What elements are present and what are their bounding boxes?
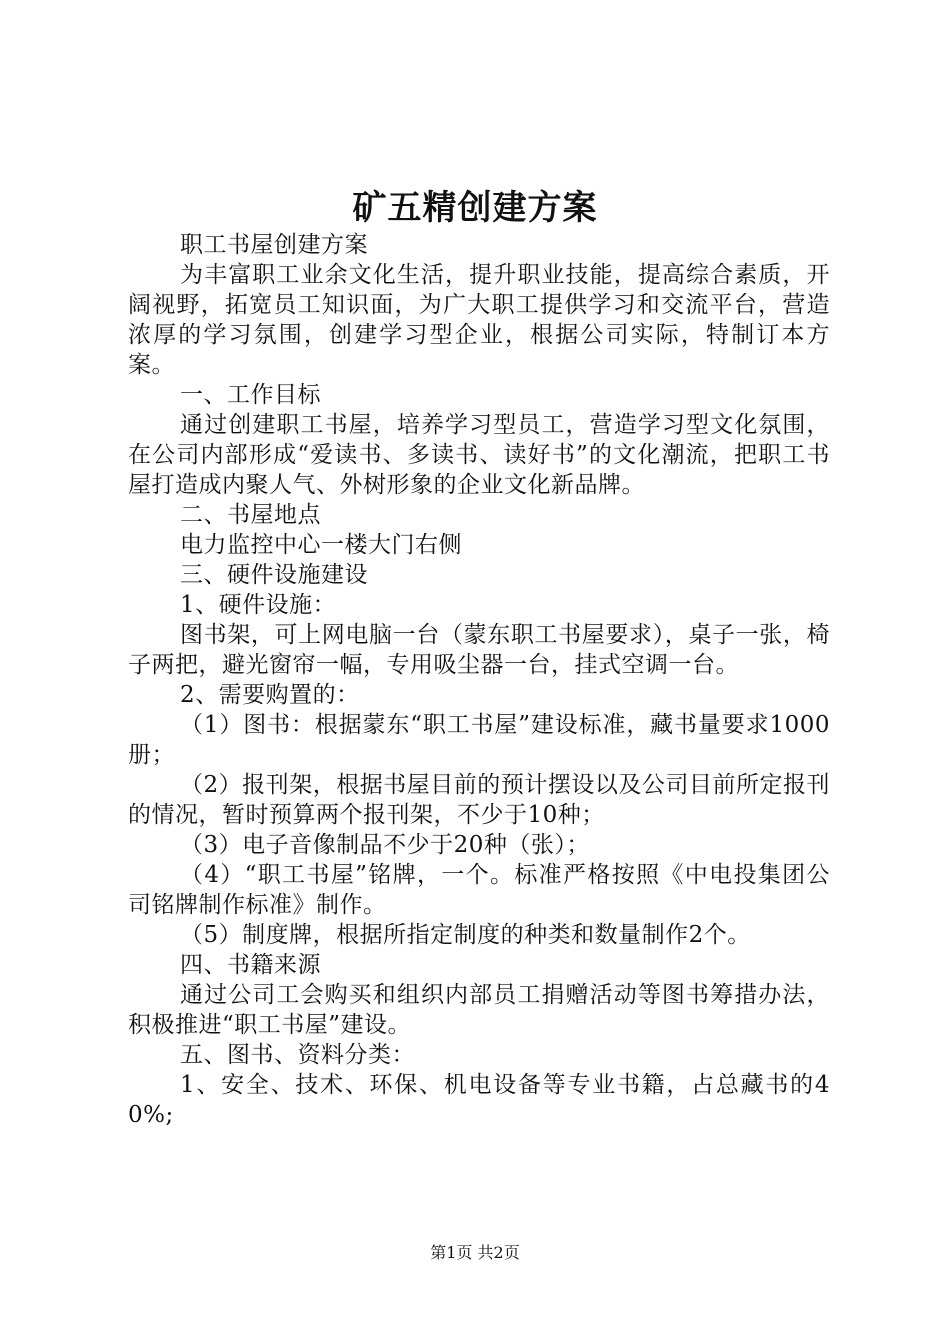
paragraph-book-sources: 通过公司工会购买和组织内部员工捐赠活动等图书筹措办法，积极推进“职工书屋”建设。 — [128, 982, 830, 1038]
subheading-hardware-facilities: 1、硬件设施： — [180, 592, 337, 618]
list-item-nameplate: （4）“职工书屋”铭牌，一个。标准严格按照《中电投集团公司铭牌制作标准》制作。 — [128, 862, 830, 918]
paragraph-location: 电力监控中心一楼大门右侧 — [180, 532, 462, 558]
section-heading-book-sources: 四、书籍来源 — [180, 952, 321, 978]
section-heading-goals: 一、工作目标 — [180, 382, 321, 408]
document-title: 矿五精创建方案 — [352, 188, 598, 228]
page-footer: 第1页 共2页 — [430, 1243, 520, 1262]
list-item-newspaper-racks: （2）报刊架，根据书屋目前的预计摆设以及公司目前所定报刊的情况，暂时预算两个报刊架，不少于10种； — [128, 772, 830, 828]
paragraph-goals: 通过创建职工书屋，培养学习型员工，营造学习型文化氛围，在公司内部形成“爱读书、多读书、读好书”的文化潮流，把职工书屋打造成内聚人气、外树形象的企业文化新品牌。 — [128, 412, 830, 498]
list-item-books: （1）图书：根据蒙东“职工书屋”建设标准，藏书量要求1000册； — [128, 712, 830, 768]
section-heading-classification: 五、图书、资料分类： — [180, 1042, 415, 1068]
list-item-rules-board: （5）制度牌，根据所指定制度的种类和数量制作2个。 — [180, 922, 751, 948]
list-item-audio-video: （3）电子音像制品不少于20种（张）； — [180, 832, 590, 858]
subheading-purchases: 2、需要购置的： — [180, 682, 360, 708]
list-item-professional-books: 1、安全、技术、环保、机电设备等专业书籍，占总藏书的40%; — [128, 1072, 830, 1128]
paragraph-subtitle: 职工书屋创建方案 — [180, 232, 368, 258]
document-body — [128, 230, 830, 1130]
paragraph-hardware-facilities: 图书架，可上网电脑一台（蒙东职工书屋要求），桌子一张，椅子两把，避光窗帘一幅，专用吸尘器一台，挂式空调一台。 — [128, 622, 830, 678]
section-heading-location: 二、书屋地点 — [180, 502, 321, 528]
paragraph-intro: 为丰富职工业余文化生活，提升职业技能，提高综合素质，开阔视野，拓宽员工知识面，为广大职工提供学习和交流平台，营造浓厚的学习氛围，创建学习型企业，根据公司实际，特制订本方案。 — [128, 262, 830, 378]
section-heading-hardware: 三、硬件设施建设 — [180, 562, 368, 588]
